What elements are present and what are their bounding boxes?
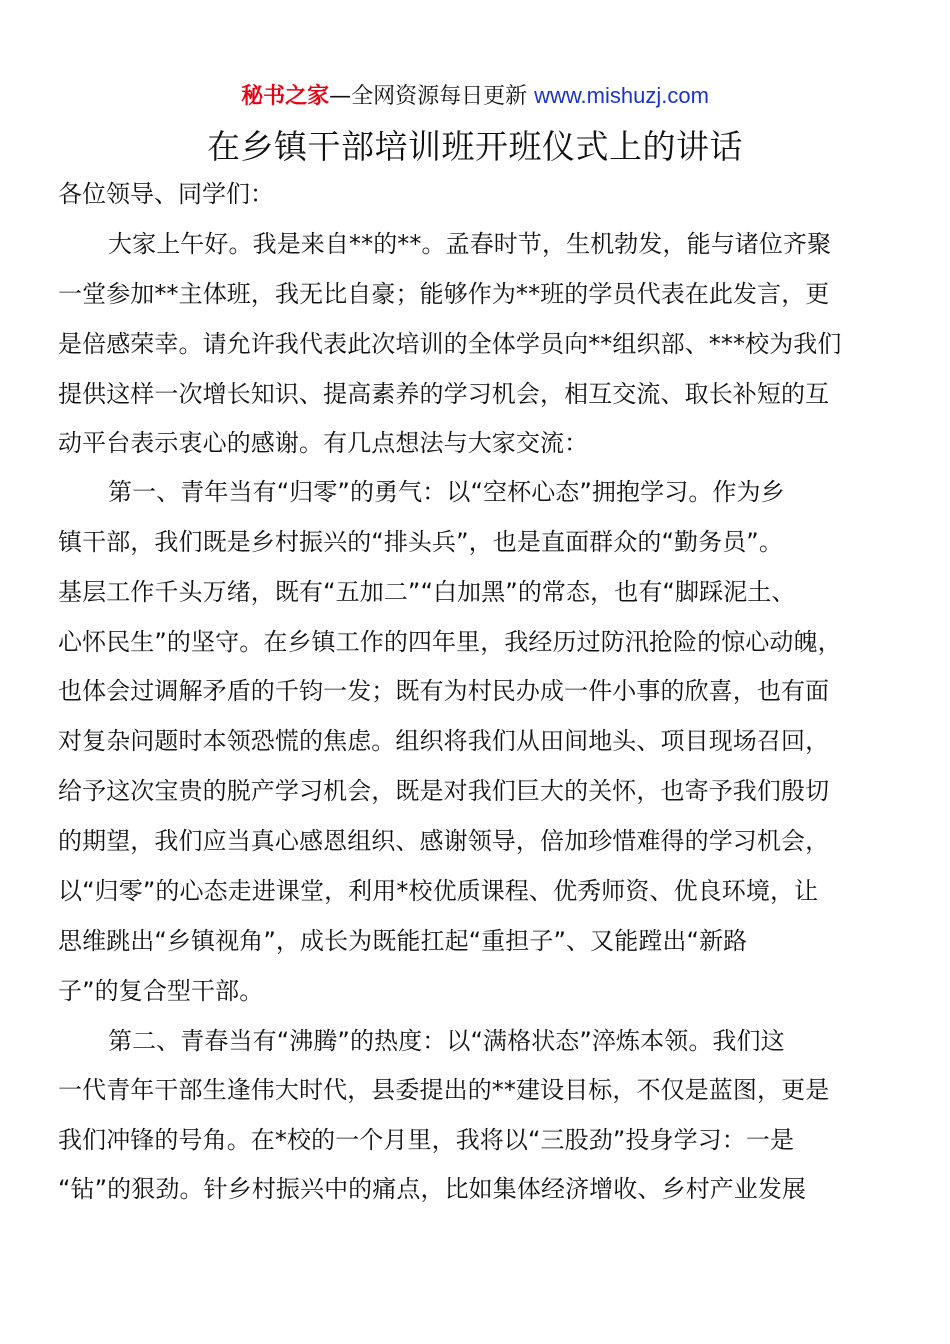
header-tagline: —全网资源每日更新 xyxy=(329,84,535,109)
body-line: 基层工作千头万绪，既有“五加二”“白加黑”的常态，也有“脚踩泥土、 xyxy=(58,578,796,606)
body-line: 给予这次宝贵的脱产学习机会，既是对我们巨大的关怀，也寄予我们殷切 xyxy=(58,777,830,805)
body-line: 一代青年干部生逢伟大时代，县委提出的**建设目标，不仅是蓝图，更是 xyxy=(58,1076,830,1104)
body-line: 我们冲锋的号角。在*校的一个月里，我将以“三股劲”投身学习：一是 xyxy=(58,1126,795,1154)
body-line: 第一、青年当有“归零”的勇气：以“空杯心态”拥抱学习。作为乡 xyxy=(108,478,785,506)
body-line: 子”的复合型干部。 xyxy=(58,977,264,1005)
body-line: 镇干部，我们既是乡村振兴的“排头兵”，也是直面群众的“勤务员”。 xyxy=(58,528,783,556)
body-line: 的期望，我们应当真心感恩组织、感谢领导，倍加珍惜难得的学习机会， xyxy=(58,827,830,855)
body-line: “钻”的狠劲。针乡村振兴中的痛点，比如集体经济增收、乡村产业发展 xyxy=(58,1175,807,1203)
body-line: 一堂参加**主体班，我无比自豪；能够作为**班的学员代表在此发言，更 xyxy=(58,280,830,308)
salutation: 各位领导、同学们： xyxy=(58,180,274,208)
body-line: 第二、青春当有“沸腾”的热度：以“满格状态”淬炼本领。我们这 xyxy=(108,1027,785,1055)
body-line: 大家上午好。我是来自**的**。孟春时节，生机勃发，能与诸位齐聚 xyxy=(108,230,832,258)
body-line: 也体会过调解矛盾的千钧一发；既有为村民办成一件小事的欣喜，也有面 xyxy=(58,677,830,705)
body-line: 对复杂问题时本领恐慌的焦虑。组织将我们从田间地头、项目现场召回， xyxy=(58,727,830,755)
body-line: 动平台表示衷心的感谢。有几点想法与大家交流： xyxy=(58,429,589,457)
body-line: 以“归零”的心态走进课堂，利用*校优质课程、优秀师资、优良环境，让 xyxy=(58,877,819,905)
body-line: 心怀民生”的坚守。在乡镇工作的四年里，我经历过防汛抢险的惊心动魄， xyxy=(58,628,842,656)
body-line: 是倍感荣幸。请允许我代表此次培训的全体学员向**组织部、***校为我们 xyxy=(58,330,842,358)
body-line: 思维跳出“乡镇视角”，成长为既能扛起“重担子”、又能蹚出“新路 xyxy=(58,927,748,955)
document-title: 在乡镇干部培训班开班仪式上的讲话 xyxy=(207,127,743,166)
site-header xyxy=(0,80,950,113)
brand-name: 秘书之家 xyxy=(241,84,330,109)
site-url[interactable]: www.mishuzj.com xyxy=(534,83,709,108)
body-line: 提供这样一次增长知识、提高素养的学习机会，相互交流、取长补短的互 xyxy=(58,380,830,408)
